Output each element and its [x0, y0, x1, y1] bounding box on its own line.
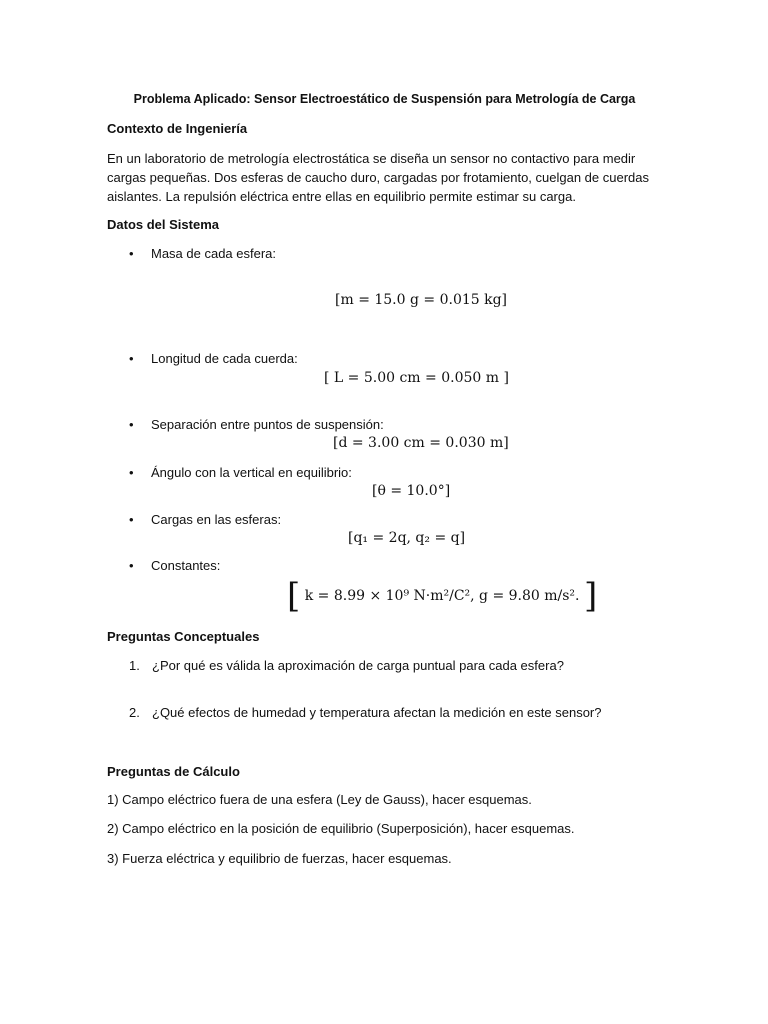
equation-separation: [d = 3.00 cm = 0.030 m] [333, 435, 509, 451]
calc-item-2: 2) Campo eléctrico en la posición de equilibrio (Superposición), hacer esquemas. [107, 821, 575, 836]
question-text: ¿Por qué es válida la aproximación de carga puntual para cada esfera? [152, 658, 564, 673]
list-item [129, 417, 384, 432]
list-item [129, 512, 281, 527]
equation-charges: [q₁ = 2q, q₂ = q] [348, 530, 466, 546]
list-item [129, 658, 564, 673]
list-item [129, 351, 298, 366]
question-number: 2. [129, 705, 140, 720]
calc-item-1: 1) Campo eléctrico fuera de una esfera (Ley de Gauss), hacer esquemas. [107, 792, 532, 807]
list-item [129, 246, 276, 261]
equation-length: [ L = 5.00 cm = 0.050 m ] [324, 370, 509, 386]
context-heading: Contexto de Ingeniería [107, 121, 248, 136]
bullet-label-angle: Ángulo con la vertical en equilibrio: [151, 465, 352, 480]
equation-angle: [θ = 10.0°] [372, 483, 451, 499]
list-item [129, 465, 352, 480]
bracket-right: ] [583, 576, 598, 616]
constants-text: k = 8.99 × 10⁹ N·m²/C², g = 9.80 m/s². [304, 588, 580, 604]
calculation-heading: Preguntas de Cálculo [107, 764, 240, 779]
system-heading: Datos del Sistema [107, 217, 219, 232]
list-item [129, 705, 601, 720]
document-title: Problema Aplicado: Sensor Electroestático de Suspensión para Metrología de Carga [133, 92, 636, 106]
bullet-label-constants: Constantes: [151, 558, 221, 573]
question-text: ¿Qué efectos de humedad y temperatura afectan la medición en este sensor? [152, 705, 602, 720]
equation-constants [287, 574, 597, 618]
bullet-label-charges: Cargas en las esferas: [151, 512, 282, 527]
bullet-label-mass: Masa de cada esfera: [151, 246, 277, 261]
calc-item-3: 3) Fuerza eléctrica y equilibrio de fuerzas, hacer esquemas. [107, 851, 452, 866]
bullet-label-separation: Separación entre puntos de suspensión: [151, 417, 384, 432]
bracket-left: [ [287, 576, 301, 616]
bullet-label-length: Longitud de cada cuerda: [151, 351, 298, 366]
conceptual-heading: Preguntas Conceptuales [107, 629, 260, 644]
context-paragraph: En un laboratorio de metrología electrostática se diseña un sensor no contactivo para medir cargas pequeñas. Dos esferas de caucho duro, cargadas por frotamiento, cuelgan de cuerdas aislantes. La repulsión eléctrica entre ellas en equilibrio permite estimar su carga. [107, 151, 650, 204]
equation-mass: [m = 15.0 g = 0.015 kg] [335, 292, 508, 308]
question-number: 1. [129, 658, 140, 673]
list-item [129, 558, 220, 573]
